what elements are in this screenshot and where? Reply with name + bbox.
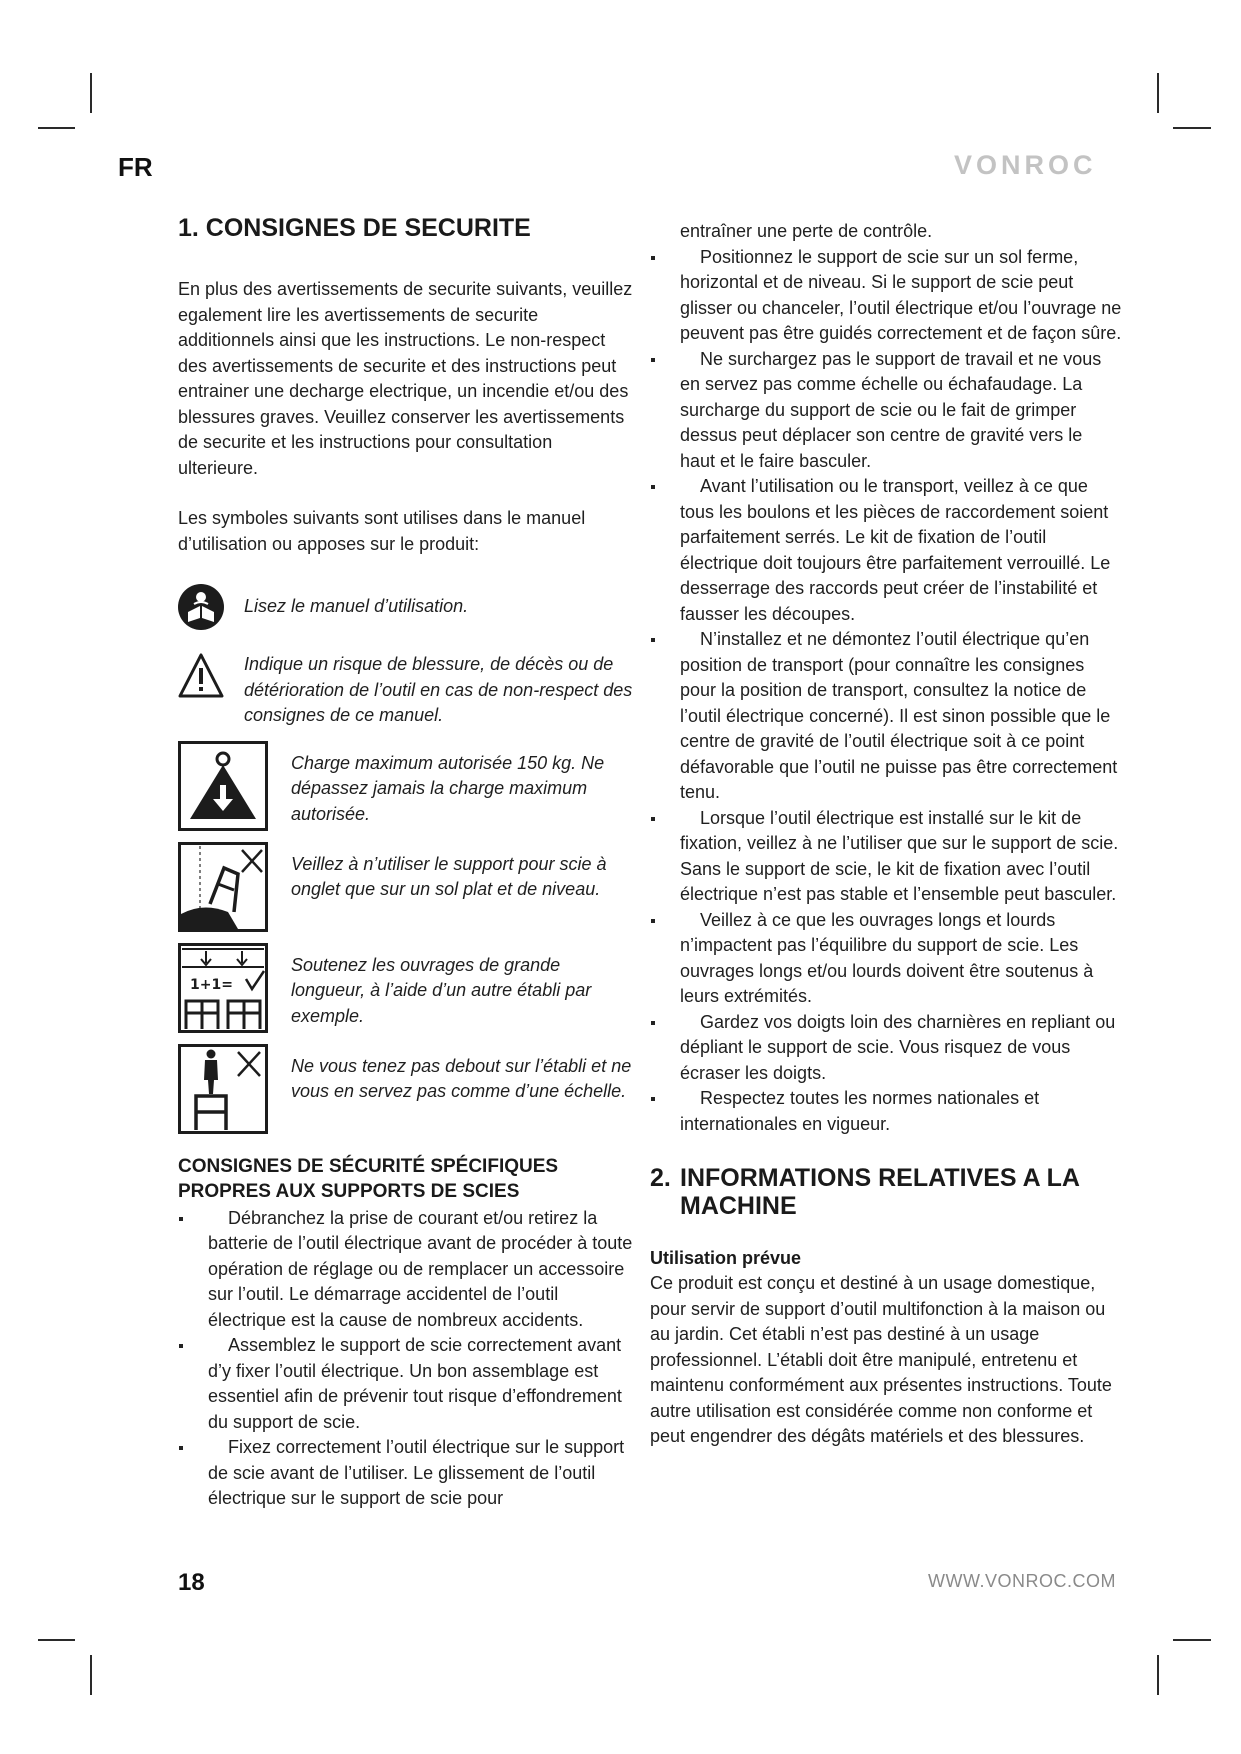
list-item: Respectez toutes les normes nationales et internationales en vigueur. [650,1086,1122,1137]
no-standing-icon [178,1044,268,1134]
brand-logo: VONROC [954,150,1097,180]
symbol-text: Charge maximum autorisée 150 kg. Ne dépassez jamais la charge maximum autorisée. [291,752,605,824]
website-url: WWW.VONROC.COM [928,1571,1116,1591]
intro-paragraph: En plus des avertissements de securite suivants, veuillez egalement lire les avertissements de securite additionnels ainsi que les instructions. Le non-respect des avertissements de securite et des instructions peut entrainer une decharge electrique, un incendie et/ou des blessures graves. Veuillez conserver les avertissements de securite et les instructions pour consultation ulterieure. [178,279,633,478]
crop-mark [90,1655,92,1695]
max-load-icon [178,741,268,831]
support-workpiece-icon [178,943,268,1033]
intended-use-title: Utilisation prévue [650,1248,802,1268]
symbol-row-warning [178,652,636,729]
list-item: Ne surchargez pas le support de travail et ne vous en servez pas comme échelle ou échafaudage. La surcharge du support de scie ou le fait de grimper dessus peut déplacer son centre de gravité vers le haut et le faire basculer. [650,347,1122,475]
page-number: 18 [178,1569,205,1596]
left-column [178,214,636,1512]
crop-mark [38,127,75,129]
list-item: Lorsque l’outil électrique est installé sur le kit de fixation, veillez à ne l’utiliser que sur le support de scie. Sans le support de scie, le kit de fixation avec l’outil électrique n’est pas stable et l’ensemble peut basculer. [650,806,1122,908]
section-2-title: INFORMATIONS RELATIVES A LA MACHINE [680,1164,1080,1220]
section-2-heading [650,1164,1122,1220]
svg-text:1+1=: 1+1= [190,976,233,993]
symbol-text: Soutenez les ouvrages de grande longueur, à l’aide d’un autre établi par exemple. [291,954,592,1026]
right-column [650,219,1122,1450]
specific-safety-title: CONSIGNES DE SÉCURITÉ SPÉCIFIQUES PROPRES AUX SUPPORTS DE SCIES [178,1155,559,1202]
symbol-row-read-manual [178,582,636,632]
language-code: FR [118,152,153,182]
symbol-text: Ne vous tenez pas debout sur l’établi et ne vous en servez pas comme d’une échelle. [291,1055,632,1101]
list-item: Avant l’utilisation ou le transport, veillez à ce que tous les boulons et les pièces de raccordement soient parfaitement serrés. Le kit de fixation de l’outil électrique doit toujours être parfaitement verrouillé. Le desserrage des raccords peut créer de l’instabilité et fausser les découpes. [650,474,1122,627]
warning-triangle-icon [178,652,224,700]
flat-ground-icon [178,842,268,932]
crop-mark [1173,127,1211,129]
continuation-text: entraîner une perte de contrôle. [680,221,933,241]
symbol-text: Lisez le manuel d’utilisation. [244,596,469,616]
list-item: Débranchez la prise de courant et/ou retirez la batterie de l’outil électrique avant de procéder à toute opération de réglage ou de remplacer un accessoire sur l’outil. Le démarrage accidentel de l’outil électrique est la cause de nombreux accidents. [178,1206,636,1334]
read-manual-icon [176,582,226,632]
list-item: Gardez vos doigts loin des charnières en repliant ou dépliant le support de scie. Vous risquez de vous écraser les doigts. [650,1010,1122,1087]
specific-safety-list-continued [650,245,1122,1138]
symbols-intro: Les symboles suivants sont utilises dans le manuel d’utilisation ou apposes sur le produit: [178,508,586,554]
list-item: Veillez à ce que les ouvrages longs et lourds n’impactent pas l’équilibre du support de scie. Les ouvrages longs et/ou lourds doivent être soutenus à leurs extrémités. [650,908,1122,1010]
list-item: N’installez et ne démontez l’outil électrique qu’en position de transport (pour connaître les consignes pour la position de transport, consultez la notice de l’outil électrique concerné). Il est sinon possible que le centre de gravité de l’outil électrique soit à ce point défavorable que l’outil ne puisse pas être correctement tenu. [650,627,1122,806]
crop-mark [1157,73,1159,113]
symbol-row-max-load [178,741,636,831]
section-2-number: 2. [650,1164,671,1192]
symbol-text: Indique un risque de blessure, de décès ou de détérioration de l’outil en cas de non-respect des consignes de ce manuel. [244,654,633,725]
crop-mark [90,73,92,113]
crop-mark [38,1639,75,1641]
list-item: Fixez correctement l’outil électrique sur le support de scie avant de l’utiliser. Le glissement de l’outil électrique sur le support de scie pour [178,1435,636,1512]
symbol-text: Veillez à n’utiliser le support pour scie à onglet que sur un sol plat et de niveau. [291,853,607,899]
section-1-title: 1. CONSIGNES DE SECURITE [178,214,531,242]
list-item: Positionnez le support de scie sur un sol ferme, horizontal et de niveau. Si le support de scie peut glisser ou chanceler, l’outil électrique et/ou l’ouvrage ne peuvent pas être guidés correctement et de façon sûre. [650,245,1122,347]
symbol-row-flat-ground [178,842,636,932]
intended-use-body: Ce produit est conçu et destiné à un usage domestique, pour servir de support d’outil multifonction à la maison ou au jardin. Cet établi n’est pas destiné à un usage professionnel. L’établi doit être manipulé, entretenu et maintenu conformément aux présentes instructions. Toute autre utilisation est considérée comme non conforme et peut engendrer des dégâts matériels et des blessures. [650,1273,1112,1446]
symbol-row-no-standing [178,1044,636,1134]
crop-mark [1157,1655,1159,1695]
specific-safety-list [178,1206,636,1512]
symbol-row-support-workpiece [178,943,636,1033]
list-item: Assemblez le support de scie correctement avant d’y fixer l’outil électrique. Un bon assemblage est essentiel afin de prévenir tout risque d’effondrement du support de scie. [178,1333,636,1435]
crop-mark [1173,1639,1211,1641]
